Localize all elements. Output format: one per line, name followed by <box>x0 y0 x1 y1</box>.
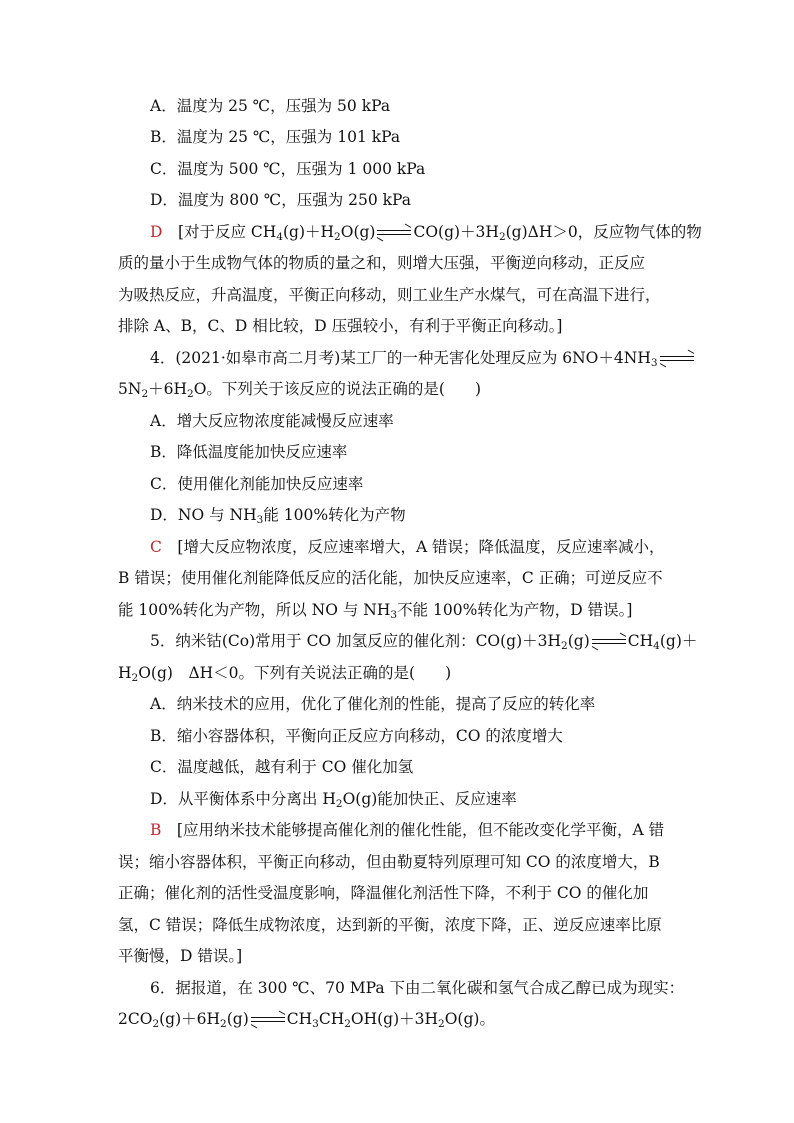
q4-option-d: D．NO 与 $NH_3$能 100%转化为产物 <box>150 506 406 526</box>
q5-answer: B <box>150 821 162 839</box>
q5-option-c: C．温度越低，越有利于 CO 催化加氢 <box>150 758 414 776</box>
q4-stem-line-1: 4．(2021·如皋市高二月考)某工厂的一种无害化处理反应为 $6NO+4NH_3$ <box>150 347 696 369</box>
q3-option-a: A．温度为 25 ℃，压强为 50 kPa <box>150 97 391 115</box>
q3-option-d: D．温度为 800 ℃，压强为 250 kPa <box>150 191 412 209</box>
equilibrium-arrow-icon <box>592 637 626 647</box>
q4-option-b: B．降低温度能加快反应速率 <box>150 443 348 461</box>
q3-explanation-line-2: 质的量小于生成物气体的物质的量之和，则增大压强，平衡逆向移动，正反应 <box>118 254 646 272</box>
q5-stem-line-1: 5．纳米钴(Co)常用于 CO 加氢反应的催化剂：$CO(g)+3H_2(g)$ $CH_4(g)+$ <box>150 632 698 652</box>
q4-option-a: A．增大反应物浓度能减慢反应速率 <box>150 412 394 430</box>
q3-option-b: B．温度为 25 ℃，压强为 101 kPa <box>150 128 401 146</box>
q5-explanation-line-1: B [应用纳米技术能够提高催化剂的催化性能，但不能改变化学平衡，A 错 <box>150 821 665 839</box>
q5-stem-line-2: $H_2O(g)$ ΔH＜0。下列有关说法正确的是( ) <box>118 664 452 684</box>
q5-option-a: A．纳米技术的应用，优化了催化剂的性能，提高了反应的转化率 <box>150 695 596 713</box>
q4-explanation-line-1: C [增大反应物浓度，反应速率增大，A 错误；降低温度，反应速率减小， <box>150 538 665 556</box>
q4-stem-line-2: $5N_2+6H_2O$。下列关于该反应的说法正确的是( ) <box>118 380 482 400</box>
q5-explanation-line-2: 误；缩小容器体积，平衡正向移动，但由勒夏特列原理可知 CO 的浓度增大，B <box>118 853 660 871</box>
q6-equation: $2CO_2(g)+6H_2(g)$ $CH_3CH_2OH(g)+3H_2O(g)$。 <box>118 1010 495 1030</box>
q3-explanation-line-1: D [对于反应 $CH_4(g)+H_2O(g)$ $CO(g)+3H_2(g)\Delta H>0$，反应物气体的物 <box>150 223 702 243</box>
q5-option-d: D．从平衡体系中分离出 $H_2O(g)$能加快正、反应速率 <box>150 790 517 810</box>
q5-option-b: B．缩小容器体积，平衡向正反应方向移动，CO 的浓度增大 <box>150 727 563 745</box>
q3-explanation-line-4: 排除 A、B，C、D 相比较，D 压强较小，有利于平衡正向移动。] <box>118 317 563 335</box>
q4-answer: C <box>150 538 162 556</box>
equilibrium-arrow-icon <box>660 354 694 364</box>
q3-option-c: C．温度为 500 ℃，压强为 1 000 kPa <box>150 160 426 178</box>
q4-explanation-line-2: B 错误；使用催化剂能降低反应的活化能，加快反应速率，C 正确；可逆反应不 <box>118 569 663 587</box>
q4-explanation-line-3: 能 100%转化为产物，所以 NO 与 $NH_3$不能 100%转化为产物，D 错误。] <box>118 601 633 621</box>
equilibrium-arrow-icon <box>377 228 411 238</box>
q5-explanation-line-5: 平衡慢，D 错误。] <box>118 947 243 965</box>
q3-answer: D <box>150 223 163 241</box>
q5-explanation-line-4: 氢，C 错误；降低生成物浓度，达到新的平衡，浓度下降，正、逆反应速率比原 <box>118 916 662 934</box>
q4-option-c: C．使用催化剂能加快反应速率 <box>150 475 364 493</box>
q6-stem-line-1: 6．据报道，在 300 ℃、70 MPa 下由二氧化碳和氢气合成乙醇已成为现实： <box>150 979 685 997</box>
q5-explanation-line-3: 正确；催化剂的活性受温度影响，降温催化剂活性下降，不利于 CO 的催化加 <box>118 884 649 902</box>
equilibrium-arrow-icon <box>251 1015 285 1025</box>
q3-explanation-line-3: 为吸热反应，升高温度，平衡正向移动，则工业生产水煤气，可在高温下进行， <box>118 286 661 304</box>
